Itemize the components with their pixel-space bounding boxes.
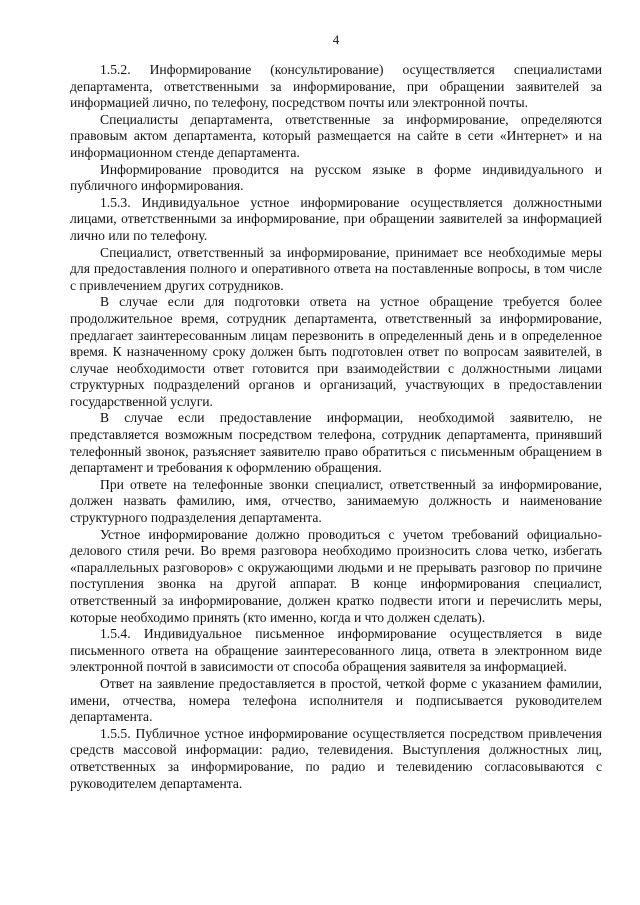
paragraph-1-5-4: 1.5.4. Индивидуальное письменное информирование осуществляется в виде письменного ответа на обращение заинтересованного лица, ответа в электронном виде электронной почтой в зависимости от способа обращения заявителя за информацией.: [70, 626, 602, 675]
paragraph-oral-style: Устное информирование должно проводиться с учетом требований официально-делового стиля речи. Во время разговора необходимо произносить слова четко, избегать «параллельных разговоров» с окружающими людьми и не прерывать разговор по причине поступления звонка на другой аппарат. В конце информирования специалист, ответственный за информирование, должен кратко подвести итоги и перечислить меры, которые необходимо принять (кто именно, когда и что должен сделать).: [70, 526, 602, 625]
paragraph-language: Информирование проводится на русском языке в форме индивидуального и публичного информирования.: [70, 161, 602, 194]
paragraph-1-5-3: 1.5.3. Индивидуальное устное информирование осуществляется должностными лицами, ответственными за информирование, при обращении заявителей за информацией лично или по телефону.: [70, 194, 602, 243]
paragraph-phone-calls: При ответе на телефонные звонки специалист, ответственный за информирование, должен назвать фамилию, имя, отчество, занимаемую должность и наименование структурного подразделения департамента.: [70, 476, 602, 526]
page-number: 4: [332, 32, 340, 47]
paragraph-specialist-measures: Специалист, ответственный за информирование, принимает все необходимые меры для предоставления полного и оперативного ответа на поставленные вопросы, в том числе с привлечением других сотрудников.: [70, 244, 602, 293]
paragraph-1-5-5: 1.5.5. Публичное устное информирование осуществляется посредством привлечения средств массовой информации: радио, телевидения. Выступления должностных лиц, ответственных за информирование, по радио и телевидению согласовываются с руководителем департамента.: [70, 725, 602, 791]
paragraph-phone-impossible: В случае если предоставление информации, необходимой заявителю, не представляется возможным посредством телефона, сотрудник департамента, принявший телефонный звонок, разъясняет заявителю право обратиться с письменным обращением в департамент и требования к оформлению обращения.: [70, 410, 602, 476]
paragraph-answer-form: Ответ на заявление предоставляется в простой, четкой форме с указанием фамилии, имени, отчества, номера телефона исполнителя и подписывается руководителем департамента.: [70, 675, 602, 725]
paragraph-longer-time: В случае если для подготовки ответа на устное обращение требуется более продолжительное время, сотрудник департамента, ответственный за информирование, предлагает заинтересованным лицам перезвонить в определенный день и в определенное время. К назначенному сроку должен быть подготовлен ответ по вопросам заявителей, в случае необходимости ответ готовится при взаимодействии с должностными лицами структурных подразделений органов и организаций, участвующих в предоставлении государственной услуги.: [70, 294, 602, 409]
paragraph-specialists: Специалисты департамента, ответственные за информирование, определяются правовым актом департамента, который размещается на сайте в сети «Интернет» и на информационном стенде департамента.: [70, 111, 602, 160]
document-body: [70, 62, 602, 792]
paragraph-1-5-2: 1.5.2. Информирование (консультирование) осуществляется специалистами департамента, ответственными за информирование, при обращении заявителей за информацией лично, по телефону, посредством почты или электронной почты.: [70, 62, 602, 111]
